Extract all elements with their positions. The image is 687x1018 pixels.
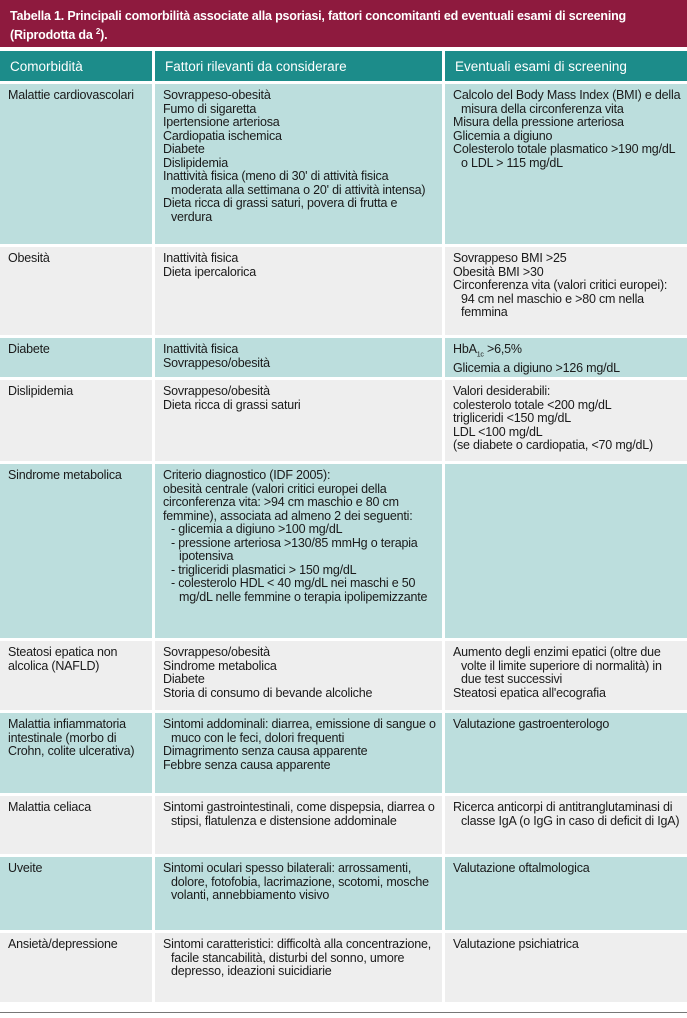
comorbidity-cell: Malattia celiaca <box>0 796 155 857</box>
factors-cell: Sintomi addominali: diarrea, emissione di sangue o muco con le feci, dolori frequenti Dimagrimento senza causa apparente Febbre senza causa apparente <box>155 713 445 796</box>
factors-cell: Sintomi caratteristici: difficoltà alla concentrazione, facile stancabilità, disturbi del sonno, umore depresso, ideazioni suicidiarie <box>155 933 445 1005</box>
screening-cell: Ricerca anticorpi di antitranglutaminasi di classe IgA (o IgG in caso di deficit di IgA) <box>445 796 687 857</box>
comorbidity-cell: Dislipidemia <box>0 380 155 464</box>
factors-cell: Sintomi gastrointestinali, come dispepsia, diarrea o stipsi, flatulenza e distensione addominale <box>155 796 445 857</box>
screening-cell: HbA$_{1c}$ >6,5% Glicemia a digiuno >126 mg/dL <box>445 338 687 380</box>
comorbidity-cell: Malattia infiammatoria intestinale (morbo di Crohn, colite ulcerativa) <box>0 713 155 796</box>
comorbidity-cell: Steatosi epatica non alcolica (NAFLD) <box>0 641 155 713</box>
table-title: Tabella 1. Principali comorbilità associate alla psoriasi, fattori concomitanti ed eventuali esami di screening (Riprodotta da $^2$). <box>0 0 687 47</box>
factors-cell: Sovrappeso-obesità Fumo di sigaretta Ipertensione arteriosa Cardiopatia ischemica Diabete Dislipidemia Inattività fisica (meno di 30' di attività fisica moderata alla settimana o 20' di attività intensa) Dieta ricca di grassi saturi, povera di frutta e verdura <box>155 84 445 247</box>
comorbidity-table <box>0 51 687 1005</box>
table-row <box>0 247 687 338</box>
table-row <box>0 933 687 1005</box>
factors-cell: Inattività fisica Dieta ipercalorica <box>155 247 445 338</box>
comorbidity-cell: Obesità <box>0 247 155 338</box>
comorbidity-cell: Malattie cardiovascolari <box>0 84 155 247</box>
factors-cell: Sovrappeso/obesità Dieta ricca di grassi saturi <box>155 380 445 464</box>
factors-cell: Inattività fisica Sovrappeso/obesità <box>155 338 445 380</box>
screening-cell: Valori desiderabili: colesterolo totale <200 mg/dL trigliceridi <150 mg/dL LDL <100 mg/dL (se diabete o cardiopatia, <70 mg/dL) <box>445 380 687 464</box>
table-row <box>0 641 687 713</box>
screening-cell: Valutazione gastroenterologo <box>445 713 687 796</box>
header-row <box>0 51 687 84</box>
header-comorbidity: Comorbidità <box>0 51 155 84</box>
screening-cell: Valutazione psichiatrica <box>445 933 687 1005</box>
screening-cell: Calcolo del Body Mass Index (BMI) e della misura della circonferenza vita Misura della pressione arteriosa Glicemia a digiuno Colesterolo totale plasmatico >190 mg/dL o LDL > 115 mg/dL <box>445 84 687 247</box>
factors-cell: Sovrappeso/obesità Sindrome metabolica Diabete Storia di consumo di bevande alcoliche <box>155 641 445 713</box>
screening-cell: Valutazione oftalmologica <box>445 857 687 933</box>
screening-cell: Sovrappeso BMI >25 Obesità BMI >30 Circonferenza vita (valori critici europei): 94 cm nel maschio e >80 cm nella femmina <box>445 247 687 338</box>
table-row <box>0 464 687 641</box>
table-bottom-rule <box>0 1012 687 1013</box>
comorbidity-cell: Ansietà/depressione <box>0 933 155 1005</box>
table-row <box>0 84 687 247</box>
table-row <box>0 857 687 933</box>
table-row <box>0 338 687 380</box>
screening-cell <box>445 464 687 641</box>
table-row <box>0 380 687 464</box>
table-row <box>0 713 687 796</box>
factors-cell: Criterio diagnostico (IDF 2005): obesità centrale (valori critici europei della circonferenza vita: >94 cm maschio e 80 cm femmine), associata ad almeno 2 dei seguenti: - glicemia a digiuno >100 mg/dL - pressione arteriosa >130/85 mmHg o terapia ipotensiva - trigliceridi plasmatici > 150 mg/dL - colesterolo HDL < 40 mg/dL nei maschi e 50 mg/dL nelle femmine o terapia ipolipemizzante <box>155 464 445 641</box>
hba1c-value: HbA$_{1c}$ >6,5% <box>453 342 522 359</box>
table-row <box>0 796 687 857</box>
screening-cell: Aumento degli enzimi epatici (oltre due volte il limite superiore di normalità) in due test successivi Steatosi epatica all'ecografia <box>445 641 687 713</box>
factors-cell: Sintomi oculari spesso bilaterali: arrossamenti, dolore, fotofobia, lacrimazione, scotomi, mosche volanti, annebbiamento visivo <box>155 857 445 933</box>
comorbidity-cell: Diabete <box>0 338 155 380</box>
header-factors: Fattori rilevanti da considerare <box>155 51 445 84</box>
comorbidity-cell: Uveite <box>0 857 155 933</box>
comorbidity-cell: Sindrome metabolica <box>0 464 155 641</box>
header-screening: Eventuali esami di screening <box>445 51 687 84</box>
